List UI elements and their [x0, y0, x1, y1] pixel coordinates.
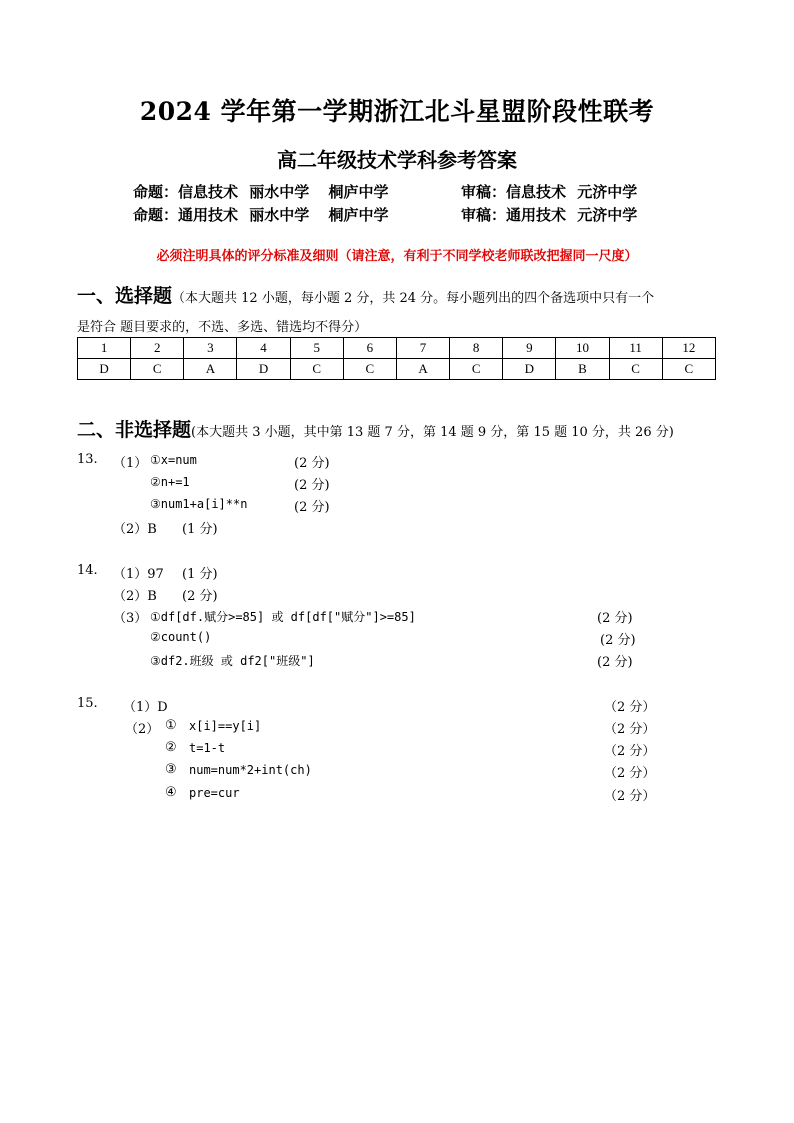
q14-score-3: (2 分) [597, 611, 633, 626]
author-line-1 [133, 181, 389, 202]
reviewer-school: 元济中学 [577, 206, 638, 224]
section2-note: (本大题共 3 小题，其中第 13 题 7 分，第 14 题 9 分，第 15 题 10 分，共 26 分) [191, 425, 674, 440]
q13-answer-3: ③num1+a[i]**n [150, 497, 248, 511]
answer-cell: A [396, 359, 449, 380]
q14-number: 14. [77, 563, 98, 578]
author-role: 命题： [133, 206, 179, 224]
author-school-1: 丽水中学 [249, 183, 310, 201]
section1-note-line2: 是符合 题目要求的，不选、多选、错选均不得分） [77, 320, 368, 335]
author-role: 命题： [133, 183, 179, 201]
question-number: 4 [237, 338, 290, 359]
question-number: 5 [290, 338, 343, 359]
reviewer-line-2 [461, 204, 637, 225]
section2-heading: 二、非选择题 [77, 419, 192, 441]
question-number: 2 [131, 338, 184, 359]
q15-number: 15. [77, 696, 98, 711]
reviewer-subject: 通用技术 [506, 206, 567, 224]
question-number: 1 [78, 338, 131, 359]
q13-score-4: (1 分) [182, 522, 218, 537]
answer-cell: A [184, 359, 237, 380]
q13-score-3: (2 分) [294, 500, 330, 515]
q14-score-1: (1 分) [182, 567, 218, 582]
answer-cell: B [556, 359, 609, 380]
answer-cell: D [503, 359, 556, 380]
q14-part3-label: （3） [113, 611, 148, 626]
q15-answer-2: t=1-t [189, 741, 226, 755]
answer-cell: C [290, 359, 343, 380]
reviewer-school: 元济中学 [577, 183, 638, 201]
answer-cell: C [343, 359, 396, 380]
answer-cell: D [237, 359, 290, 380]
answer-cell: C [450, 359, 503, 380]
q15-score-3: （2 分） [604, 744, 656, 759]
q15-answer-3: num=num*2+int(ch) [189, 763, 312, 777]
q15-marker-3: ③ [165, 762, 177, 777]
author-school-1: 丽水中学 [249, 206, 310, 224]
q14-score-5: (2 分) [597, 655, 633, 670]
answer-cell: C [131, 359, 184, 380]
author-subject: 信息技术 [178, 183, 239, 201]
q15-answer-4: pre=cur [189, 786, 240, 800]
q14-score-4: (2 分) [600, 633, 636, 648]
q15-marker-1: ① [165, 718, 177, 733]
author-line-2 [133, 204, 389, 225]
q13-score-1: (2 分) [294, 456, 330, 471]
q13-part2: （2）B [113, 522, 157, 537]
q13-answer-2: ②n+=1 [150, 475, 190, 489]
q15-score-2: （2 分） [604, 722, 656, 737]
answer-cell: C [609, 359, 662, 380]
q14-score-2: (2 分) [182, 589, 218, 604]
reviewer-role: 审稿： [461, 183, 507, 201]
grading-notice: 必须注明具体的评分标准及细则（请注意，有利于不同学校老师联改把握同一尺度） [156, 249, 638, 264]
q14-answer-1: ①df[df.赋分>=85] 或 df[df["赋分"]>=85] [150, 610, 416, 624]
question-number: 12 [662, 338, 715, 359]
question-number: 8 [450, 338, 503, 359]
q15-score-4: （2 分） [604, 766, 656, 781]
question-number: 6 [343, 338, 396, 359]
page-subtitle: 高二年级技术学科参考答案 [277, 148, 517, 172]
reviewer-role: 审稿： [461, 206, 507, 224]
question-number: 11 [609, 338, 662, 359]
q13-answer-1: ①x=num [150, 453, 197, 467]
answer-table-answer-row [78, 359, 716, 380]
author-school-2: 桐庐中学 [328, 206, 389, 224]
q15-score-1: （2 分） [604, 700, 656, 715]
q15-answer-1: x[i]==y[i] [189, 719, 262, 733]
question-number: 10 [556, 338, 609, 359]
section1-heading: 一、选择题 [77, 285, 173, 307]
answer-table-number-row [78, 338, 716, 359]
q15-marker-2: ② [165, 740, 177, 755]
section1-header [77, 281, 654, 308]
page-title: 2024 学年第一学期浙江北斗星盟阶段性联考 [139, 97, 655, 126]
q15-marker-4: ④ [165, 785, 177, 800]
section2-header [77, 415, 674, 442]
section1-note: （本大题共 12 小题，每小题 2 分，共 24 分。每小题列出的四个备选项中只有一个 [172, 291, 655, 306]
q14-part1: （1）97 [113, 567, 164, 582]
question-number: 9 [503, 338, 556, 359]
q13-part1-label: （1） [113, 456, 148, 471]
question-number: 7 [396, 338, 449, 359]
answer-cell: D [78, 359, 131, 380]
answer-cell: C [662, 359, 715, 380]
author-school-2: 桐庐中学 [328, 183, 389, 201]
q14-part2: （2）B [113, 589, 157, 604]
q14-answer-2: ②count() [150, 630, 212, 644]
q15-score-5: （2 分） [604, 789, 656, 804]
q13-score-2: (2 分) [294, 478, 330, 493]
reviewer-line-1 [461, 181, 637, 202]
q15-part1: （1）D [123, 700, 168, 715]
q13-number: 13. [77, 452, 98, 467]
question-number: 3 [184, 338, 237, 359]
q15-part2-label: （2） [125, 722, 160, 737]
answer-table [77, 337, 716, 380]
reviewer-subject: 信息技术 [506, 183, 567, 201]
q14-answer-3: ③df2.班级 或 df2["班级"] [150, 654, 315, 668]
author-subject: 通用技术 [178, 206, 239, 224]
